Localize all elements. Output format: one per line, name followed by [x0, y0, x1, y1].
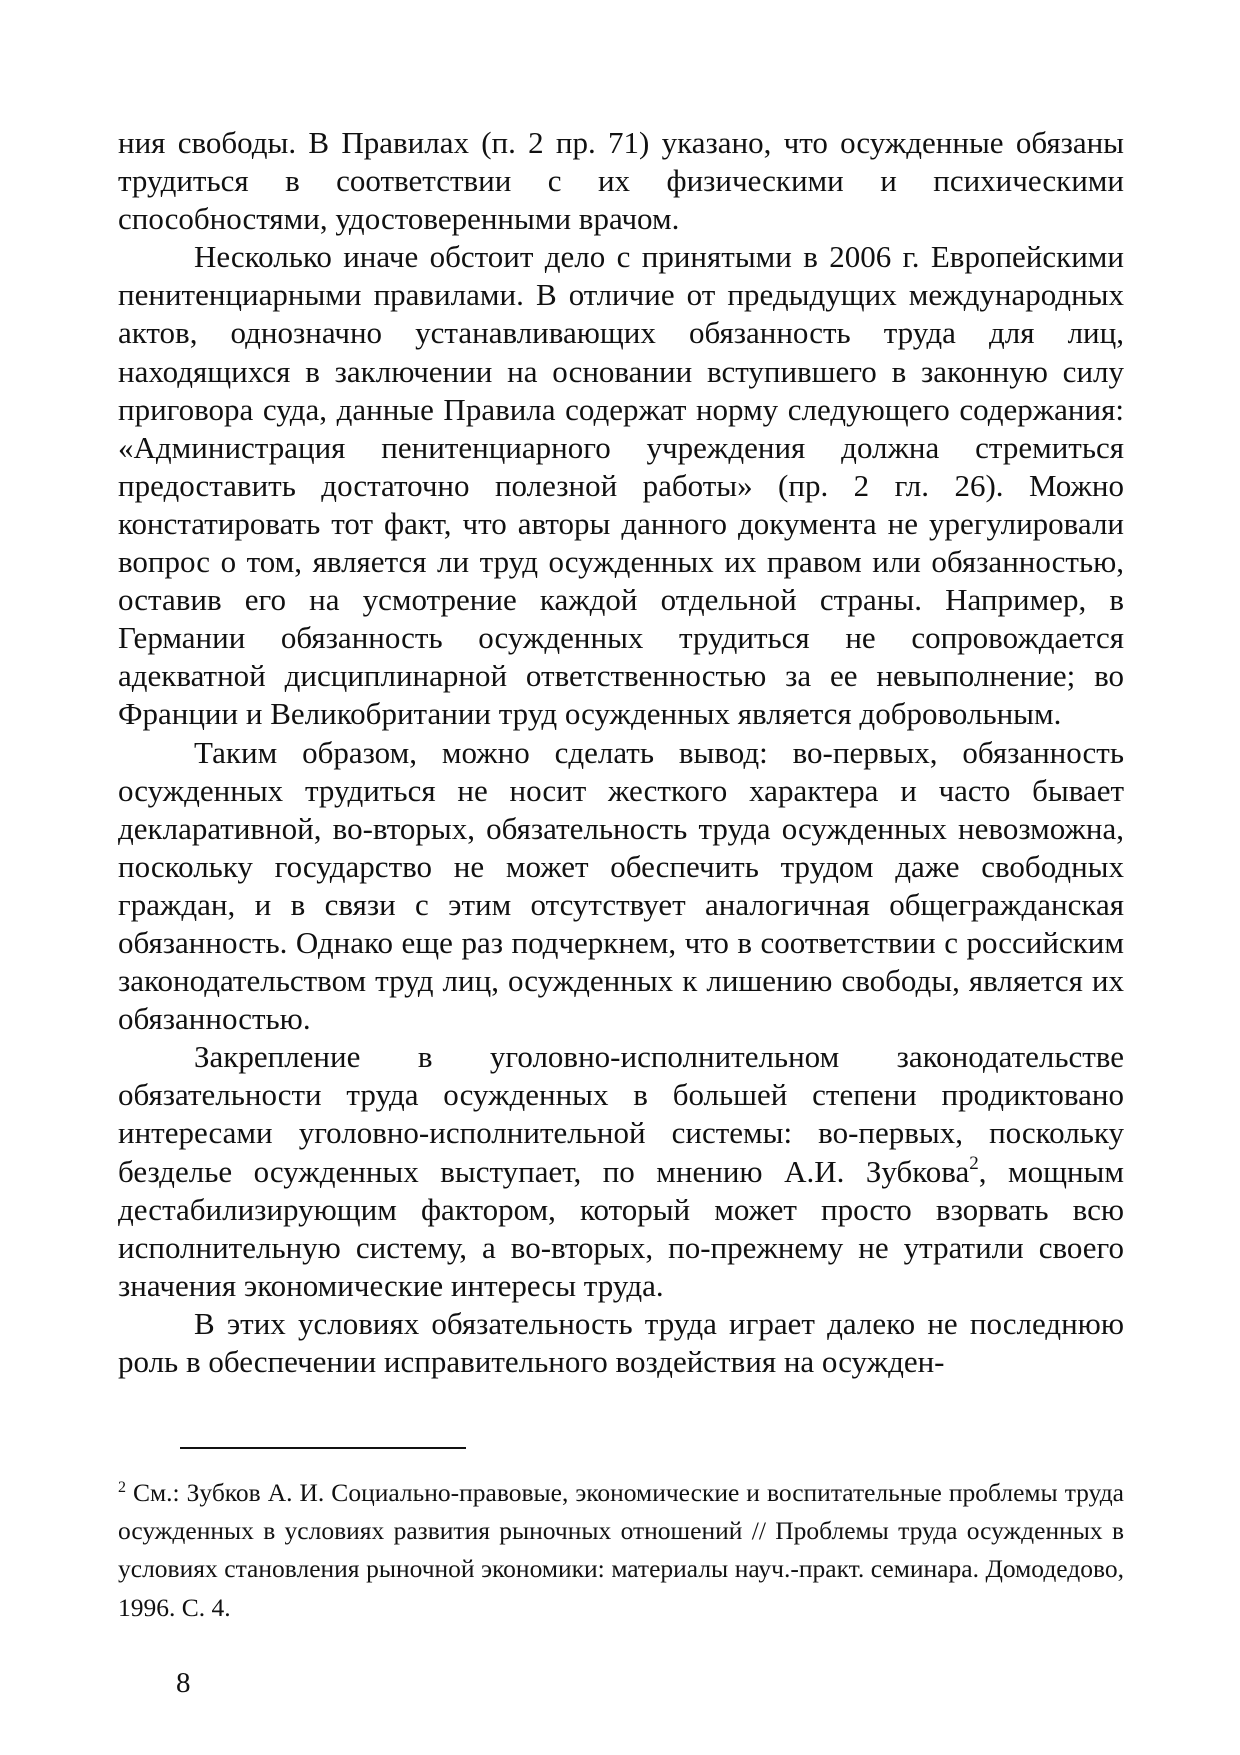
body-text	[118, 124, 1124, 1381]
paragraph-with-footnote-ref	[118, 1038, 1124, 1305]
footnote-reference: 2	[969, 1152, 979, 1174]
footnote-mark: 2	[118, 1479, 126, 1496]
footnote-separator	[180, 1447, 466, 1449]
paragraph: Несколько иначе обстоит дело с принятыми в 2006 г. Европейскими пенитенциарными правилами. В отличие от предыдущих международных актов, однозначно устанавливающих обязанность труда для лиц, находящихся в заключении на основании вступившего в законную силу приговора суда, данные Правила содержат норму следующего содержания: «Администрация пенитенциарного учреждения должна стремиться предоставить достаточно полезной работы» (пр. 2 гл. 26). Можно констатировать тот факт, что авторы данного документа не урегулировали вопрос о том, является ли труд осужденных их правом или обязанностью, оставив его на усмотрение каждой отдельной страны. Например, в Германии обязанность осужденных трудиться не сопровождается адекватной дисциплинарной ответственностью за ее невыполнение; во Франции и Великобритании труд осужденных является добровольным.	[118, 239, 1124, 732]
footnote-body: См.: Зубков А. И. Социально-правовые, экономические и воспитательные проблемы труда осужденных в условиях развития рыночных отношений // Проблемы труда осужденных в условиях становления рыночной экономики: материалы науч.-практ. семинара. Домодедово, 1996. С. 4.	[118, 1478, 1124, 1622]
paragraph: Таким образом, можно сделать вывод: во-первых, обязанность осужденных трудиться не носит жесткого характера и часто бывает декларативной, во-вторых, обязательность труда осужденных невозможна, поскольку государство не может обеспечить трудом даже свободных граждан, и в связи с этим отсутствует аналогичная общегражданская обязанность. Однако еще раз подчеркнем, что в соответствии с российским законодательством труд лиц, осужденных к лишению свободы, является их обязанностью.	[118, 734, 1124, 1037]
page-number: 8	[176, 1667, 191, 1699]
paragraph-text-before-ref: Закрепление в уголовно-исполнительном законодательстве обязательности труда осужденных в большей степени продиктовано интересами уголовно-исполнительной системы: во-первых, поскольку безделье осужденных выступает, по мнению А.И. Зубкова	[118, 1039, 1124, 1189]
paragraph-text-after-ref: , мощным дестабилизирующим фактором, который может просто взорвать всю исполнительную систему, а во-вторых, по-прежнему не утратили своего значения экономические интересы труда.	[118, 1153, 1125, 1303]
footnote-text	[118, 1474, 1124, 1627]
paragraph: ния свободы. В Правилах (п. 2 пр. 71) указано, что осужденные обязаны трудиться в соответствии с их физическими и психическими способностями, удостоверенными врачом.	[118, 125, 1124, 237]
footnote	[118, 1474, 1124, 1627]
paragraph: В этих условиях обязательность труда играет далеко не последнюю роль в обеспечении исправительного воздействия на осужден-	[118, 1305, 1124, 1379]
